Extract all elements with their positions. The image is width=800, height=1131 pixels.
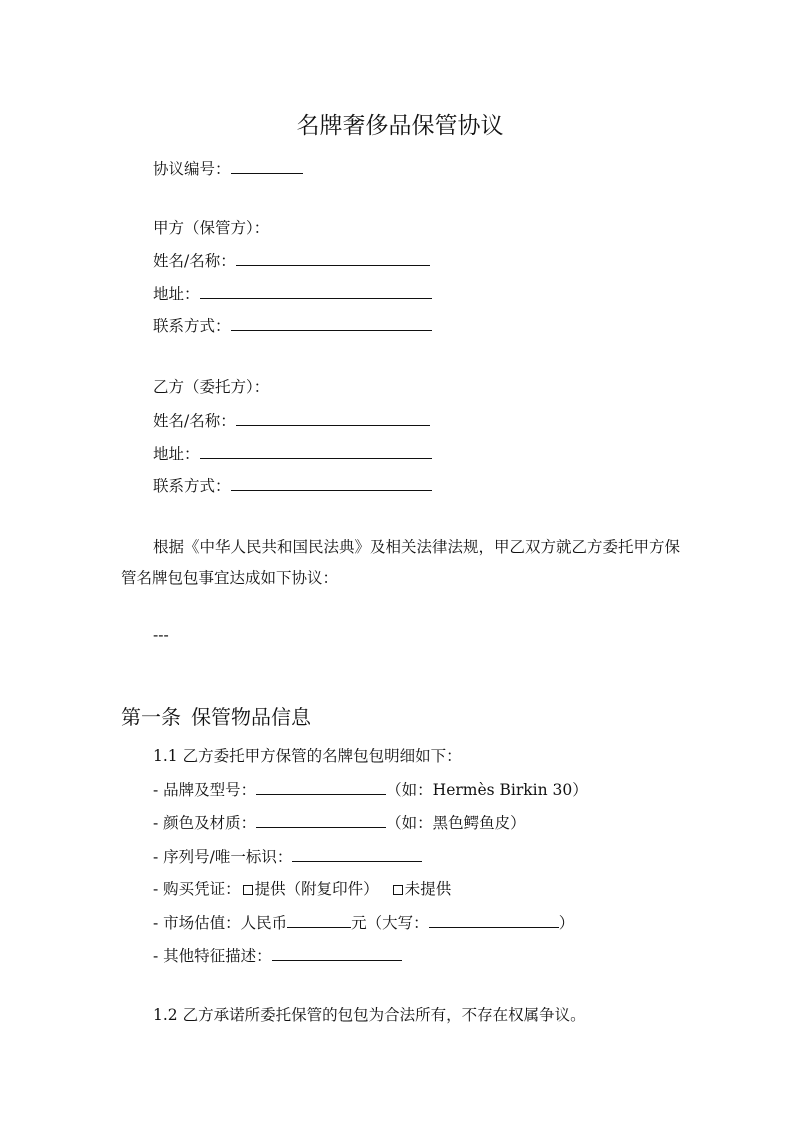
party-b-heading: 乙方（委托方）：: [153, 378, 270, 396]
section-1-number: 第一条: [121, 705, 181, 729]
value-amount-blank[interactable]: [287, 912, 351, 928]
party-a-name-blank[interactable]: [236, 250, 430, 266]
party-b-address-blank[interactable]: [200, 443, 432, 459]
serial-label: - 序列号/唯一标识：: [153, 848, 293, 866]
document-title: 名牌奢侈品保管协议: [296, 113, 504, 139]
section-1-title: 保管物品信息: [191, 705, 311, 729]
party-a-name-label: 姓名/名称：: [153, 252, 236, 270]
party-a-address-blank[interactable]: [200, 283, 432, 299]
party-a-address-row: [153, 283, 432, 304]
receipt-not-provided-checkbox[interactable]: [393, 885, 403, 895]
value-capital-blank[interactable]: [429, 912, 559, 928]
party-a-contact-label: 联系方式：: [153, 317, 231, 335]
receipt-provided-checkbox[interactable]: [243, 885, 253, 895]
item-1-2: 1.2 乙方承诺所委托保管的包包为合法所有，不存在权属争议。: [153, 1006, 586, 1024]
party-b-contact-row: [153, 475, 432, 496]
preamble-paragraph: 根据《中华人民共和国民法典》及相关法律法规，甲乙双方就乙方委托甲方保管名牌包包事宜达成如下协议：: [121, 538, 681, 587]
serial-row: [153, 846, 422, 867]
brand-row: [153, 779, 588, 800]
party-b-name-label: 姓名/名称：: [153, 412, 236, 430]
agreement-number-label: 协议编号：: [153, 160, 231, 178]
receipt-not-provided-label: 未提供: [404, 880, 452, 898]
color-blank[interactable]: [256, 812, 386, 828]
other-label: - 其他特征描述：: [153, 947, 272, 965]
brand-blank[interactable]: [256, 779, 386, 795]
value-close: ）: [558, 914, 575, 932]
serial-blank[interactable]: [292, 846, 422, 862]
value-row: [153, 912, 574, 933]
value-label: - 市场估值：人民币: [153, 914, 288, 932]
value-unit: 元（大写：: [351, 914, 429, 932]
item-1-1: 1.1 乙方委托甲方保管的名牌包包明细如下：: [153, 747, 462, 765]
section-1-heading: [121, 703, 311, 731]
agreement-number-row: [153, 158, 303, 179]
party-b-contact-label: 联系方式：: [153, 477, 231, 495]
party-b-name-row: [153, 410, 430, 431]
party-a-heading: 甲方（保管方）：: [153, 219, 270, 237]
other-blank[interactable]: [272, 945, 402, 961]
other-row: [153, 945, 402, 966]
separator: ---: [153, 626, 169, 644]
agreement-number-blank[interactable]: [231, 158, 303, 174]
receipt-row: [153, 879, 451, 899]
party-a-address-label: 地址：: [153, 285, 200, 303]
party-b-address-label: 地址：: [153, 445, 200, 463]
brand-label: - 品牌及型号：: [153, 781, 257, 799]
receipt-provided-label: 提供（附复印件）: [254, 880, 379, 898]
color-row: [153, 812, 526, 833]
party-a-contact-row: [153, 315, 432, 336]
party-a-contact-blank[interactable]: [231, 315, 432, 331]
party-a-name-row: [153, 250, 430, 271]
party-b-contact-blank[interactable]: [231, 475, 432, 491]
party-b-name-blank[interactable]: [236, 410, 430, 426]
brand-hint: （如：Hermès Birkin 30）: [386, 781, 588, 799]
color-label: - 颜色及材质：: [153, 814, 257, 832]
party-b-address-row: [153, 443, 432, 464]
color-hint: （如：黑色鳄鱼皮）: [386, 814, 526, 832]
receipt-label: - 购买凭证：: [153, 880, 241, 898]
